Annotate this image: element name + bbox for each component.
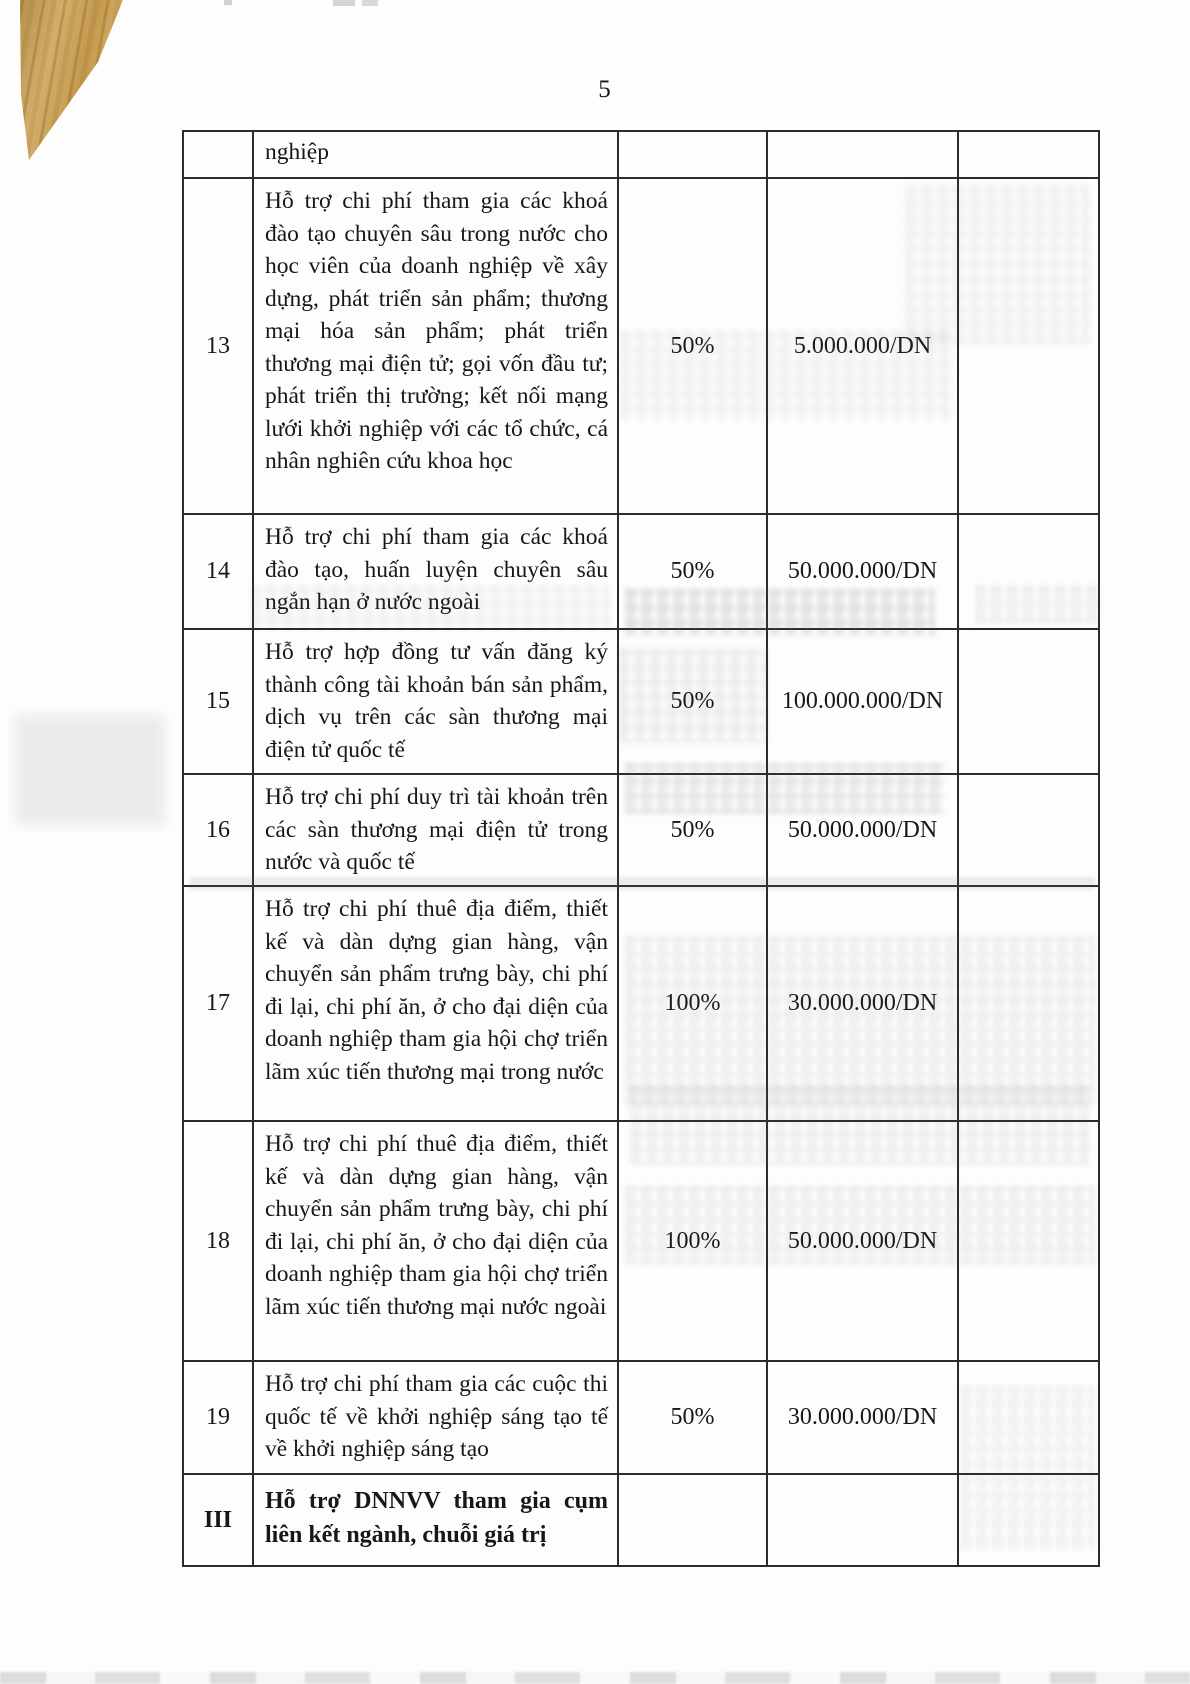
cell-no [184,132,254,177]
cell-rate: 100% [619,887,768,1120]
table-row-15 [184,630,1098,775]
cell-amount: 50.000.000/DN [768,1122,959,1360]
cell-notes [959,887,1102,1120]
cell-description: Hỗ trợ chi phí tham gia các khoá đào tạo, huấn luyện chuyên sâu ngắn hạn ở nước ngoài [254,515,619,628]
cell-amount: 50.000.000/DN [768,515,959,628]
cell-amount: 5.000.000/DN [768,179,959,513]
cell-rate: 50% [619,775,768,885]
cell-description: Hỗ trợ hợp đồng tư vấn đăng ký thành công tài khoản bán sản phẩm, dịch vụ trên các sàn thương mại điện tử quốc tế [254,630,619,773]
cell-notes [959,132,1102,177]
cell-amount: 50.000.000/DN [768,775,959,885]
cell-rate: 100% [619,1122,768,1360]
cell-rate: 50% [619,1362,768,1473]
cell-description: nghiệp [254,132,619,177]
cell-no: 15 [184,630,254,773]
cell-amount [768,1475,959,1565]
cell-no: 13 [184,179,254,513]
cell-notes [959,1122,1102,1360]
cell-rate: 50% [619,630,768,773]
cell-notes [959,1475,1102,1565]
table-row-13 [184,179,1098,515]
cell-no: 14 [184,515,254,628]
cell-description: Hỗ trợ chi phí thuê địa điểm, thiết kế và dàn dựng gian hàng, vận chuyển sản phẩm trưng bày, chi phí đi lại, chi phí ăn, ở cho đại diện của doanh nghiệp tham gia hội chợ triển lãm xúc tiến thương mại trong nước [254,887,619,1120]
cell-description: Hỗ trợ chi phí duy trì tài khoản trên các sàn thương mại điện tử trong nước và quốc tế [254,775,619,885]
scan-shadow-artifact [15,715,165,825]
table-row-18 [184,1122,1098,1362]
cell-rate: 50% [619,515,768,628]
table-row-16 [184,775,1098,887]
cell-no: 18 [184,1122,254,1360]
cell-description: Hỗ trợ DNNVV tham gia cụm liên kết ngành, chuỗi giá trị [254,1475,619,1565]
table-row-14 [184,515,1098,630]
cell-notes [959,1362,1102,1473]
table-row-continuation [184,132,1098,179]
page-number: 5 [598,76,612,103]
cell-notes [959,775,1102,885]
cell-description: Hỗ trợ chi phí tham gia các khoá đào tạo chuyên sâu trong nước cho học viên của doanh nghiệp về xây dựng, phát triển sản phẩm; thương mại hóa sản phẩm; phát triển thương mại điện tử; gọi vốn đầu tư; phát triển thị trường; kết nối mạng lưới khởi nghiệp với các tổ chức, cá nhân nghiên cứu khoa học [254,179,619,513]
cell-amount: 100.000.000/DN [768,630,959,773]
scan-speck [362,0,378,6]
cell-notes [959,179,1102,513]
support-policy-table [182,130,1100,1567]
wood-desk-corner-artifact [0,0,140,165]
scan-speck [224,0,232,5]
cell-rate: 50% [619,179,768,513]
cell-no: III [184,1475,254,1565]
cell-notes [959,630,1102,773]
cell-amount: 30.000.000/DN [768,887,959,1120]
scan-speck [333,0,355,6]
table-row-III [184,1475,1098,1565]
cell-rate [619,1475,768,1565]
scan-edge-artifact [0,1672,1190,1684]
cell-no: 17 [184,887,254,1120]
table-row-17 [184,887,1098,1122]
cell-description: Hỗ trợ chi phí tham gia các cuộc thi quốc tế về khởi nghiệp sáng tạo tế về khởi nghiệp sáng tạo [254,1362,619,1473]
cell-rate [619,132,768,177]
cell-notes [959,515,1102,628]
cell-amount: 30.000.000/DN [768,1362,959,1473]
cell-no: 16 [184,775,254,885]
cell-no: 19 [184,1362,254,1473]
cell-description: Hỗ trợ chi phí thuê địa điểm, thiết kế và dàn dựng gian hàng, vận chuyển sản phẩm trưng bày, chi phí đi lại, chi phí ăn, ở cho đại diện của doanh nghiệp tham gia hội chợ triển lãm xúc tiến thương mại nước ngoài [254,1122,619,1360]
cell-amount [768,132,959,177]
table-row-19 [184,1362,1098,1475]
